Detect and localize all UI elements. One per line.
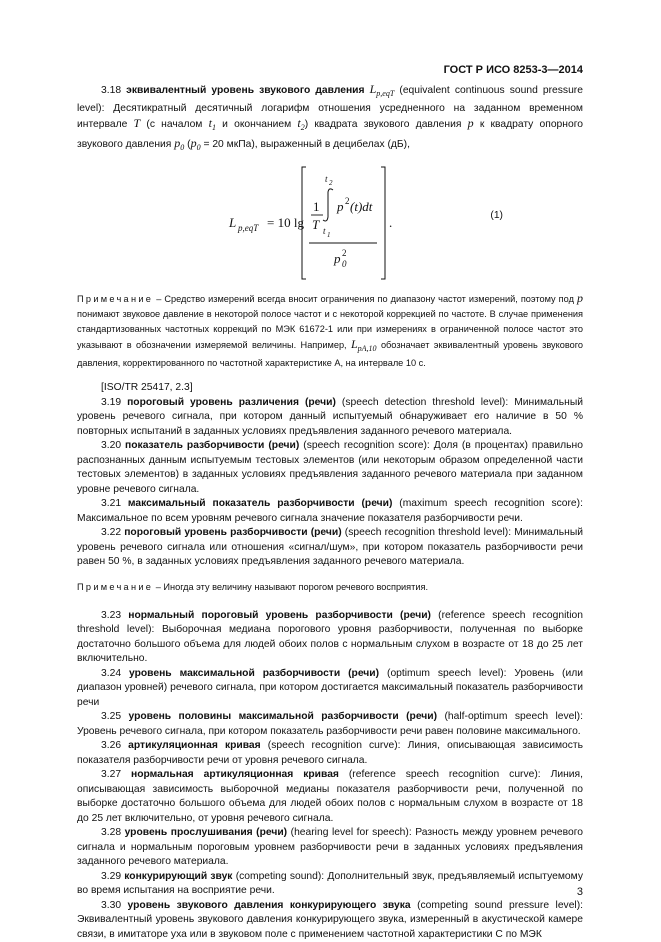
definition-3-20 — [77, 439, 583, 497]
def-number: 3.19 — [101, 397, 121, 408]
note-text: понимают звуковое давление в некоторой полосе частот и с некоторой коррекцией по частоте. В случае применения стандартизованных частотных коррекций по МЭК 61672-1 или при измерениях в ограниченной полосе частот это указывают в обозначении измеряемой величины. Например, — [77, 309, 583, 350]
def-number: 3.21 — [101, 498, 121, 509]
definitions-group-a — [77, 396, 583, 570]
symbol-p0-sub: 0 — [180, 143, 184, 152]
symbol-L: L — [351, 337, 358, 351]
def-term: артикуляционная кривая — [128, 740, 261, 751]
definition-3-29 — [77, 870, 583, 899]
def-text: ) квадрата звукового давления — [305, 119, 462, 130]
symbol-t1-sub: 1 — [212, 123, 216, 132]
formula-trail: . — [389, 215, 392, 230]
note-1 — [77, 291, 583, 371]
definition-3-21 — [77, 497, 583, 526]
definition-3-19 — [77, 396, 583, 440]
definitions-group-b — [77, 609, 583, 942]
symbol-p: p — [468, 116, 474, 130]
definition-3-23 — [77, 609, 583, 667]
document-body — [77, 82, 583, 942]
formula-graphic — [77, 159, 583, 285]
integral-lower-sub: 1 — [327, 231, 331, 239]
def-text: (speech recognition score): Доля (в процентах) правильно распознанных данным испытуемым тестовых элементов (или некоторым образом определенной части тестовых элементов) в заданных условиях предъявления заданного речевого материала при заданном уровне речевого сигнала. — [77, 440, 583, 495]
def-number: 3.26 — [101, 740, 121, 751]
def-text: ( — [187, 139, 190, 150]
symbol-L-sub: p,eqT — [376, 89, 394, 98]
definition-3-18 — [77, 82, 583, 155]
def-number: 3.25 — [101, 711, 121, 722]
def-number: 3.27 — [101, 769, 121, 780]
denominator-p: p — [333, 251, 341, 266]
formula-T: T — [312, 217, 320, 232]
def-term: показатель разборчивости (речи) — [125, 440, 299, 451]
integral-upper-sub: 2 — [329, 179, 333, 187]
def-number: 3.20 — [101, 440, 121, 451]
def-term: нормальная артикуляционная кривая — [131, 769, 339, 780]
def-term: уровень звукового давления конкурирующего звука — [128, 900, 411, 911]
note-2 — [77, 580, 583, 595]
formula-eq: = 10 lg — [267, 215, 304, 230]
def-text: и окончанием — [222, 119, 291, 130]
page-number: 3 — [577, 886, 583, 898]
definition-3-27 — [77, 768, 583, 826]
def-number: 3.30 — [101, 900, 121, 911]
definition-3-30 — [77, 899, 583, 942]
def-term: конкурирующий звук — [124, 871, 232, 882]
def-number: 3.24 — [101, 668, 121, 679]
definition-3-24 — [77, 667, 583, 711]
denominator-sub: 0 — [342, 259, 347, 269]
def-text: (speech recognition threshold level): Минимальный уровень речевого сигнала или отношения «сигнал/шум», при котором показатель разборчивости речи равен 50 %, в заданных условиях предъявления заданного речевого материала. — [77, 527, 583, 567]
def-term: уровень половины максимальной разборчивости (речи) — [128, 711, 437, 722]
symbol-T: T — [134, 116, 141, 130]
def-number: 3.22 — [101, 527, 121, 538]
def-text: (maximum speech recognition score): Максимальное по всем уровням речевого сигнала значение показателя разборчивости речи. — [77, 498, 583, 524]
integrand-p: p — [336, 199, 344, 214]
note-label: Примечание — [77, 294, 153, 304]
symbol-L-sub: pA,10 — [358, 344, 377, 353]
note-text: обозначает эквивалентный уровень звукового давления, корректированного по частотной характеристике А, на интервале 10 с. — [77, 340, 583, 368]
def-text: (с началом — [146, 119, 202, 130]
def-term: эквивалентный уровень звукового давления — [126, 85, 364, 96]
def-term: максимальный показатель разборчивости (речи) — [128, 498, 393, 509]
def-term: пороговый уровень разборчивости (речи) — [124, 527, 341, 538]
integrand-arg: (t)dt — [350, 199, 373, 214]
formula-lhs-L: L — [228, 215, 236, 230]
note-label: Примечание — [77, 582, 153, 592]
symbol-p0-sub: 0 — [197, 143, 201, 152]
integral-upper: t — [325, 174, 328, 184]
def-term: нормальный пороговый уровень разборчивости (речи) — [128, 610, 431, 621]
symbol-p0: p — [174, 136, 180, 150]
denominator-sup: 2 — [342, 248, 347, 258]
integral-sign — [323, 189, 333, 221]
def-text: (competing sound pressure level): Эквивалентный уровень звукового давления конкурирующего звука, измеренный в акустической камере связи, в имитаторе уха или в звуковом поле с применением частотной характеристики С по МЭК — [77, 900, 583, 940]
symbol-L: L — [370, 82, 377, 96]
symbol-t2-sub: 2 — [301, 123, 305, 132]
def-text: к квадрату опорного звукового давления — [77, 119, 583, 150]
document-code: ГОСТ Р ИСО 8253-3—2014 — [0, 64, 583, 76]
def-text: = 20 мкПа), выраженный в децибелах (дБ), — [203, 139, 410, 150]
def-text: (optimum speech level): Уровень (или диапазон уровней) речевого сигнала, при котором достигается максимальный показатель разборчивости речи — [77, 668, 583, 708]
def-text: (reference speech recognition curve): Линия, описывающая зависимость выборочной медианы показателя разборчивости речи, полученной по выборке достаточно большого объема для людей обоих полов с нормальным слухом в возрасте от 18 до 25 лет включительно, от уровня речевого сигнала. — [77, 769, 583, 824]
formula-1 — [77, 159, 583, 285]
definition-3-25 — [77, 710, 583, 739]
def-text: (competing sound): Дополнительный звук, предъявляемый испытуемому во время испытания на восприятие речи. — [77, 871, 583, 897]
right-bracket — [381, 167, 385, 279]
symbol-p: p — [577, 291, 583, 305]
def-term: уровень прослушивания (речи) — [125, 827, 288, 838]
symbol-p0: p — [191, 136, 197, 150]
integrand-sup: 2 — [345, 196, 350, 206]
source-reference: [ISO/TR 25417, 2.3] — [77, 381, 583, 396]
def-text: (hearing level for speech): Разность между уровнем речевого сигнала и нормальным пороговым уровнем разборчивости речи в заданных условиях предъявления заданного речевого материала. — [77, 827, 583, 867]
def-number: 3.23 — [101, 610, 121, 621]
definition-3-22 — [77, 526, 583, 570]
formula-one: 1 — [313, 199, 320, 214]
def-text: (speech detection threshold level): Минимальный уровень речевого сигнала, при котором данный испытуемый обнаруживает его наличие в 50 % повторных испытаний в заданных условиях предъявления заданного речевого материала. — [77, 397, 583, 437]
def-number: 3.29 — [101, 871, 121, 882]
def-term: уровень максимальной разборчивости (речи) — [129, 668, 379, 679]
def-number: 3.18 — [101, 85, 121, 96]
def-text: (equivalent continuous sound pressure level): Десятикратный десятичный логарифм отношения усредненного на заданном временном интервале — [77, 85, 583, 130]
def-text: (reference speech recognition threshold level): Выборочная медиана порогового уровня разборчивости, полученная по выборке достаточно большого объема для людей обоих полов с нормальным слухом в возрасте от 18 до 25 лет включительно. — [77, 610, 583, 665]
note-text: – Средство измерений всегда вносит ограничения по диапазону частот измерений, поэтому под — [156, 294, 574, 304]
note-text: – Иногда эту величину называют порогом речевого восприятия. — [156, 582, 428, 592]
def-text: (speech recognition curve): Линия, описывающая зависимость показателя разборчивости речи от уровня речевого сигнала. — [77, 740, 583, 766]
def-term: пороговый уровень различения (речи) — [127, 397, 336, 408]
def-number: 3.28 — [101, 827, 121, 838]
symbol-t1: t — [209, 116, 212, 130]
def-text: (half-optimum speech level): Уровень речевого сигнала, при котором показатель разборчивости речи равен половине максимального. — [77, 711, 583, 737]
symbol-t2: t — [297, 116, 300, 130]
definition-3-26 — [77, 739, 583, 768]
formula-lhs-sub: p,eqT — [237, 223, 259, 233]
integral-lower: t — [323, 226, 326, 236]
definition-3-28 — [77, 826, 583, 870]
equation-number: (1) — [490, 209, 503, 224]
